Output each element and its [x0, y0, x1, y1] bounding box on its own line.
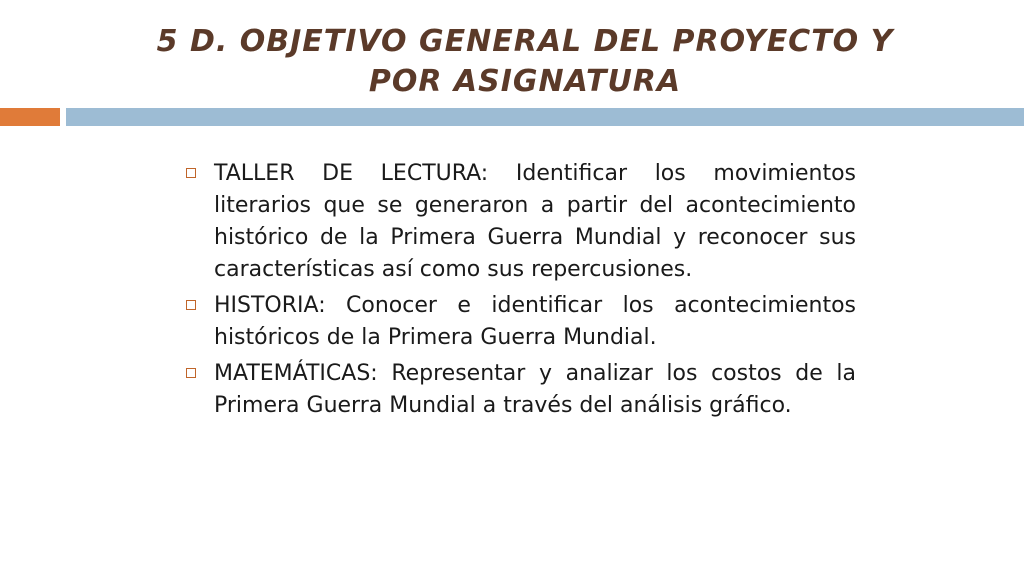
bullet-item-taller-de-lectura: [186, 158, 856, 286]
bullet-text: TALLER DE LECTURA: Identificar los movimientos literarios que se generaron a partir del acontecimiento histórico de la Primera Guerra Mundial y reconocer sus características así como sus repercusiones.: [214, 161, 856, 282]
hollow-square-icon: [186, 368, 196, 378]
accent-bar-right: [66, 108, 1024, 126]
bullet-item-historia: [186, 290, 856, 354]
slide-title: 5 D. OBJETIVO GENERAL DEL PROYECTO Y POR ASIGNATURA: [156, 24, 894, 99]
bullet-list: [186, 158, 856, 426]
bullet-text: HISTORIA: Conocer e identificar los acontecimientos históricos de la Primera Guerra Mundial.: [214, 293, 856, 350]
hollow-square-icon: [186, 300, 196, 310]
bullet-item-matematicas: [186, 358, 856, 422]
accent-bar-left: [0, 108, 60, 126]
hollow-square-icon: [186, 168, 196, 178]
bullet-text: MATEMÁTICAS: Representar y analizar los costos de la Primera Guerra Mundial a través del análisis gráfico.: [214, 361, 856, 418]
